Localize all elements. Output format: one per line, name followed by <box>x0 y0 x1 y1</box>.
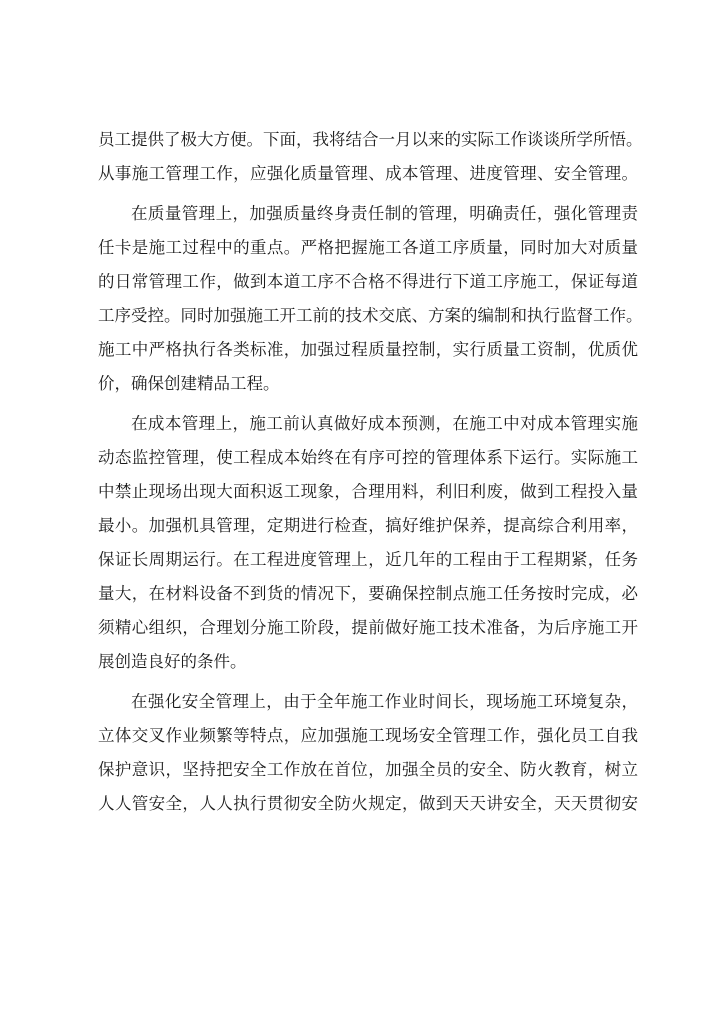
paragraph-quality-line-2: 任卡是施工过程中的重点。严格把握施工各道工序质量，同时加大对质量 <box>98 238 638 257</box>
paragraph-cost-line-5: 保证长周期运行。在工程进度管理上，近几年的工程由于工程期紧，任务 <box>98 550 638 569</box>
paragraph-cost-line-3: 中禁止现场出现大面积返工现象，合理用料，利旧利废，做到工程投入量 <box>98 482 638 501</box>
paragraph-safety-line-1: 在强化安全管理上，由于全年施工作业时间长，现场施工环境复杂， <box>131 692 638 711</box>
paragraph-quality-line-5: 施工中严格执行各类标准，加强过程质量控制，实行质量工资制，优质优 <box>98 340 638 359</box>
paragraph-cost-line-8: 展创造良好的条件。 <box>98 652 247 671</box>
paragraph-cost-line-4: 最小。加强机具管理，定期进行检查，搞好维护保养，提高综合利用率， <box>98 516 638 535</box>
paragraph-cost-line-6: 量大，在材料设备不到货的情况下，要确保控制点施工任务按时完成，必 <box>98 584 638 603</box>
paragraph-cost-line-2: 动态监控管理，使工程成本始终在有序可控的管理体系下运行。实际施工 <box>98 448 638 467</box>
paragraph-quality-line-4: 工序受控。同时加强施工开工前的技术交底、方案的编制和执行监督工作。 <box>98 306 643 325</box>
paragraph-quality-line-1: 在质量管理上，加强质量终身责任制的管理，明确责任，强化管理责 <box>131 204 638 223</box>
paragraph-safety-line-2: 立体交叉作业频繁等特点，应加强施工现场安全管理工作，强化员工自我 <box>98 726 638 745</box>
paragraph-safety-line-3: 保护意识，坚持把安全工作放在首位，加强全员的安全、防火教育，树立 <box>98 760 638 779</box>
body-text <box>98 123 643 821</box>
paragraph-safety-line-4: 人人管安全，人人执行贯彻安全防火规定，做到天天讲安全，天天贯彻安 <box>98 794 638 813</box>
text-line-1: 员工提供了极大方便。下面，我将结合一月以来的实际工作谈谈所学所悟。 <box>98 130 643 149</box>
paragraph-cost-line-7: 须精心组织，合理划分施工阶段，提前做好施工技术准备，为后序施工开 <box>98 618 638 637</box>
paragraph-quality-line-6: 价，确保创建精品工程。 <box>98 374 280 393</box>
paragraph-quality-line-3: 的日常管理工作，做到本道工序不合格不得进行下道工序施工，保证每道 <box>98 272 638 291</box>
text-line-2: 从事施工管理工作，应强化质量管理、成本管理、进度管理、安全管理。 <box>98 164 638 183</box>
paragraph-cost-line-1: 在成本管理上，施工前认真做好成本预测，在施工中对成本管理实施 <box>131 414 638 433</box>
